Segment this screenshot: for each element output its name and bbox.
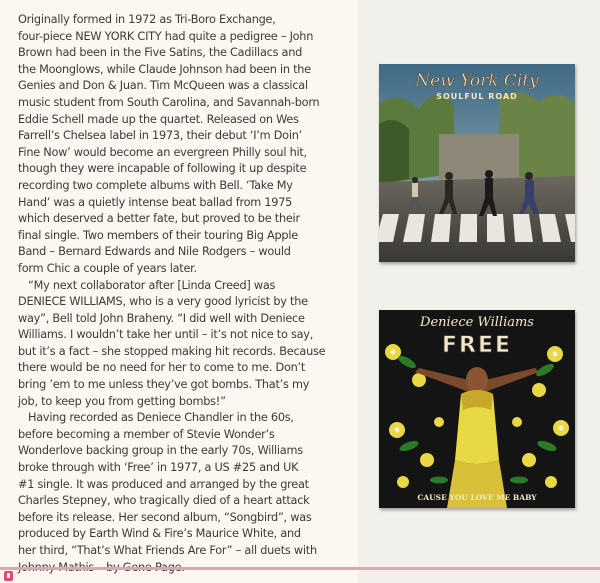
article-line: Charles Stepney, who tragically died of a heart attack (18, 494, 310, 508)
article-line: the Moonglows, while Claude Johnson had been in the (18, 62, 311, 76)
article-line: before becoming a member of Stevie Wonder’s (18, 427, 275, 441)
article-line: but it’s a fact – she stopped making hit records. Because (18, 344, 326, 358)
article-line: #1 single. It was produced and arranged by the great (18, 477, 309, 491)
album-cover-art (379, 310, 575, 508)
article-line: produced by Earth Wind & Fire’s Maurice White, and (18, 527, 301, 541)
page-marker-icon (4, 571, 13, 581)
article-line: Having recorded as Deniece Chandler in the 60s, (28, 411, 294, 425)
article-body (18, 12, 363, 576)
article-line: bring ’em to me unless they’ve got bombs. That’s my (18, 378, 310, 392)
article-line: DENIECE WILLIAMS, who is a very good lyricist by the (18, 295, 308, 309)
article-line: before its release. Her second album, “Songbird”, was (18, 510, 312, 524)
article-line: music student from South Carolina, and Savannah-born (18, 95, 320, 109)
article-line: way”, Bell told John Braheny. “I did well with Deniece (18, 311, 305, 325)
article-line: there would be no need for her to come to me. Don’t (18, 361, 306, 375)
article-line: four-piece NEW YORK CITY had quite a pedigree – John (18, 29, 314, 43)
article-line: Genies and Don & Juan. Tim McQueen was a classical (18, 79, 308, 93)
album-subtitle: CAUSE YOU LOVE ME BABY (417, 493, 537, 502)
article-line: broke through with ‘Free’ in 1977, a US #25 and UK (18, 461, 299, 475)
article-line: Farrell’s Chelsea label in 1973, their debut ‘I’m Doin’ (18, 129, 302, 143)
article-line: Band – Bernard Edwards and Nile Rodgers – would (18, 245, 291, 259)
article-line: form Chic a couple of years later. (18, 261, 197, 275)
article-line: Williams. I wouldn’t take her until – it’s not nice to say, (18, 328, 314, 342)
album-cover-art (379, 64, 575, 262)
article-line: Brown had been in the Five Satins, the Cadillacs and (18, 46, 303, 60)
article-line: though they were incapable of following it up despite (18, 162, 307, 176)
article-line: Fine Now’ would become an evergreen Philly soul hit, (18, 145, 307, 159)
article-line: job, to keep you from getting bombs!” (18, 394, 226, 408)
footer-divider (0, 567, 600, 570)
article-line: “My next collaborator after [Linda Creed] was (28, 278, 276, 292)
article-line: which deserved a better fate, but proved to be their (18, 212, 300, 226)
album-artist: Deniece Williams (420, 315, 534, 330)
album-cover-deniece-williams (379, 310, 575, 508)
article-line: her third, “That’s What Friends Are For” – all duets with (18, 544, 317, 557)
article-line: recording two complete albums with Bell. ‘Take My (18, 178, 293, 192)
album-subtitle: SOULFUL ROAD (436, 92, 518, 101)
album-title: FREE (441, 333, 513, 358)
article-line: Eddie Schell made up the quartet. Released on Wes (18, 112, 299, 126)
article-line: Hand’ was a quietly intense beat ballad from 1975 (18, 195, 293, 209)
album-cover-new-york-city (379, 64, 575, 262)
article-line: final single. Two members of their touring Big Apple (18, 228, 298, 242)
article-line: Originally formed in 1972 as Tri-Boro Exchange, (18, 13, 276, 26)
article-line: Wonderlove backing group in the early 70s, Williams (18, 444, 303, 458)
album-title: New York City (415, 71, 539, 91)
